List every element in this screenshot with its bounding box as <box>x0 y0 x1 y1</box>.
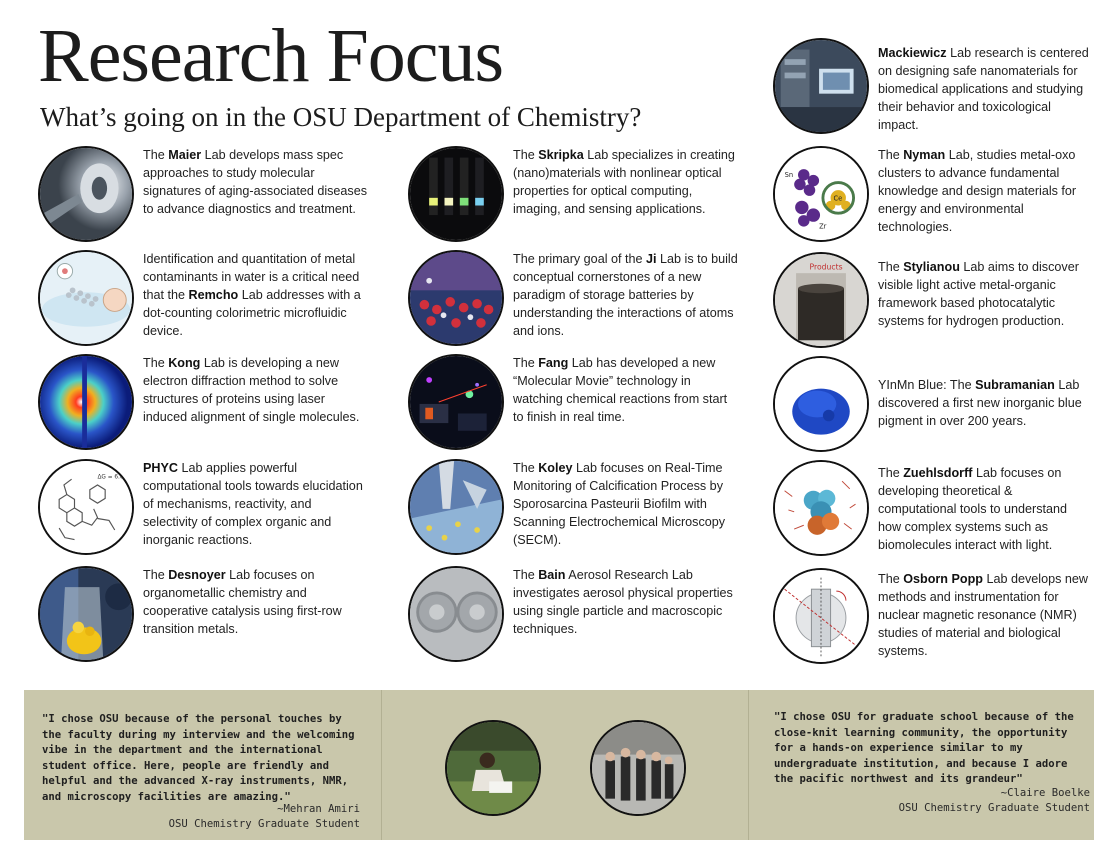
lab-column-2 <box>408 146 738 666</box>
testimonial-quote-right: "I chose OSU for graduate school because of the close-knit learning community, the opportunity for a hands-on experience similar to my undergraduate institution, and because I adore the pacific northwest and its grandeur" <box>774 711 1074 785</box>
molecular-structure-image <box>38 459 134 555</box>
lab-description-maier: The Maier Lab develops mass spec approaches to study molecular signatures of aging-associated diseases to advance diagnostics and treatment. <box>143 148 368 216</box>
lab-name-fang: Fang <box>538 356 569 370</box>
lab-description-ji: The primary goal of the Ji Lab is to build conceptual cornerstones of a new paradigm of storage batteries by understanding the interactions of atoms and ions. <box>513 252 738 338</box>
metal-oxo-clusters-image <box>773 146 869 242</box>
glowing-cuvettes-image <box>408 146 504 242</box>
yinmn-blue-image <box>773 356 869 452</box>
yellow-powder-image <box>38 566 134 662</box>
lab-description-phyc: PHYC Lab applies powerful computational tools towards elucidation of mechanisms, reactivity, and selectivity of complex organic and inorganic reactions. <box>143 461 363 547</box>
lab-entry-mackiewicz <box>773 38 1093 134</box>
lab-name-nyman: Nyman <box>903 148 946 162</box>
sn-label: Sn <box>784 170 794 179</box>
lab-entry-osborn-popp <box>773 568 1093 664</box>
lab-name-maier: Maier <box>168 148 202 162</box>
testimonial-band <box>24 690 1094 840</box>
zr-label: Zr <box>819 222 827 231</box>
lab-description-skripka: The Skripka Lab specializes in creating (nano)materials with nonlinear optical properties for optical computing, imaging, and sensing applications. <box>513 148 735 216</box>
laser-optics-image <box>408 354 504 450</box>
testimonial-attribution-right <box>774 786 1090 816</box>
lab-description-nyman: The Nyman Lab, studies metal-oxo clusters to advance fundamental knowledge and design materials for energy and environmental technologies. <box>878 148 1077 234</box>
aerosol-particles-image <box>408 566 504 662</box>
microfluidic-device-image <box>38 250 134 346</box>
testimonial-role-left: OSU Chemistry Graduate Student <box>168 818 360 830</box>
lab-entry-desnoyer <box>38 566 368 662</box>
lab-description-osborn-popp: The Osborn Popp Lab develops new methods and instrumentation for nuclear magnetic resonance (NMR) studies of material and biological systems. <box>878 572 1088 658</box>
lab-name-koley: Koley <box>538 461 573 475</box>
lab-name-mackiewicz: Mackiewicz <box>878 46 947 60</box>
lab-entry-fang <box>408 354 738 450</box>
lab-entry-remcho <box>38 250 368 346</box>
lab-description-subramanian: YInMn Blue: The Subramanian Lab discovered a first new inorganic blue pigment in over 200 years. <box>878 378 1082 428</box>
lab-description-mackiewicz: Mackiewicz Lab research is centered on designing safe nanomaterials for biomedical applications and studying their behavior and toxicological impact. <box>878 46 1089 132</box>
lab-entry-zuehlsdorff <box>773 460 1093 556</box>
nmr-instrument-image <box>773 568 869 664</box>
lab-entry-nyman <box>773 146 1093 242</box>
lab-entry-phyc <box>38 459 368 555</box>
page-subtitle: What’s going on in the OSU Department of Chemistry? <box>40 102 642 132</box>
mass-spec-image <box>38 146 134 242</box>
products-label: Products <box>809 262 843 272</box>
lab-name-remcho: Remcho <box>188 288 239 302</box>
lab-name-skripka: Skripka <box>538 148 584 162</box>
fold-line-left <box>381 690 382 840</box>
testimonial-attribution-left <box>44 802 360 832</box>
lab-name-zuehlsdorff: Zuehlsdorff <box>903 466 973 480</box>
lab-description-bain: The Bain Aerosol Research Lab investigates aerosol physical properties using single particle and macroscopic techniques. <box>513 568 733 636</box>
lab-entry-maier <box>38 146 368 242</box>
student-reading-photo <box>445 720 541 816</box>
lab-name-bain: Bain <box>538 568 566 582</box>
svg-text:ΔG = 6.0: ΔG = 6.0 <box>97 474 124 481</box>
lab-description-fang: The Fang Lab has developed a new “Molecular Movie” technology in watching chemical reactions from start to finish in real time. <box>513 356 728 424</box>
lab-entry-skripka <box>408 146 738 242</box>
testimonial-author-left: ~Mehran Amiri <box>277 803 360 815</box>
testimonial-role-right: OSU Chemistry Graduate Student <box>898 802 1090 814</box>
lab-workstation-image <box>773 38 869 134</box>
lab-entry-ji <box>408 250 738 346</box>
lab-name-subramanian: Subramanian <box>975 378 1055 392</box>
testimonial-quote-left: "I chose OSU because of the personal touches by the faculty during my interview and the welcoming vibe in the department and the international student office. Here, people are friendly and helpful and the advanced X-ray instruments, NMR, and microscopy facilities are amazing." <box>42 713 355 803</box>
electron-diffraction-image <box>38 354 134 450</box>
page-title: Research Focus <box>38 14 504 98</box>
students-walking-photo <box>590 720 686 816</box>
fold-line-right <box>748 690 749 840</box>
testimonial-author-right: ~Claire Boelke <box>1000 787 1090 799</box>
lab-description-zuehlsdorff: The Zuehlsdorff Lab focuses on developing theoretical & computational tools to understand how complex systems such as biomolecules interact with light. <box>878 466 1068 552</box>
lab-name-stylianou: Stylianou <box>903 260 960 274</box>
lab-description-desnoyer: The Desnoyer Lab focuses on organometallic chemistry and cooperative catalysis using first-row transition metals. <box>143 568 342 636</box>
biomolecule-simulation-image <box>773 460 869 556</box>
lab-name-ji: Ji <box>646 252 657 266</box>
lab-entry-subramanian <box>773 356 1093 452</box>
lab-column-1 <box>38 146 368 666</box>
lab-description-stylianou: The Stylianou Lab aims to discover visible light active metal-organic framework based photocatalytic systems for hydrogen production. <box>878 260 1079 328</box>
ce-label: Ce <box>833 194 843 203</box>
lab-entry-koley <box>408 459 738 555</box>
lab-entry-bain <box>408 566 738 662</box>
battery-materials-image <box>408 250 504 346</box>
lab-name-osborn-popp: Osborn Popp <box>903 572 983 586</box>
lab-name-phyc: PHYC <box>143 461 178 475</box>
lab-entry-stylianou <box>773 252 1093 348</box>
lab-name-kong: Kong <box>168 356 201 370</box>
lab-description-kong: The Kong Lab is developing a new electron diffraction method to solve structures of proteins using laser induced alignment of single molecules. <box>143 356 360 424</box>
biofilm-microscopy-image <box>408 459 504 555</box>
lab-entry-kong <box>38 354 368 450</box>
photocatalyst-beaker-image <box>773 252 869 348</box>
lab-description-remcho: Identification and quantitation of metal contaminants in water is a critical need that the Remcho Lab addresses with a dot-counting colorimetric microfluidic device. <box>143 252 361 338</box>
lab-column-3 <box>773 38 1093 666</box>
lab-name-desnoyer: Desnoyer <box>168 568 226 582</box>
lab-description-koley: The Koley Lab focuses on Real-Time Monitoring of Calcification Process by Sporosarcina Pasteurii Biofilm with Scanning Electrochemical Microscopy (SECM). <box>513 461 726 547</box>
